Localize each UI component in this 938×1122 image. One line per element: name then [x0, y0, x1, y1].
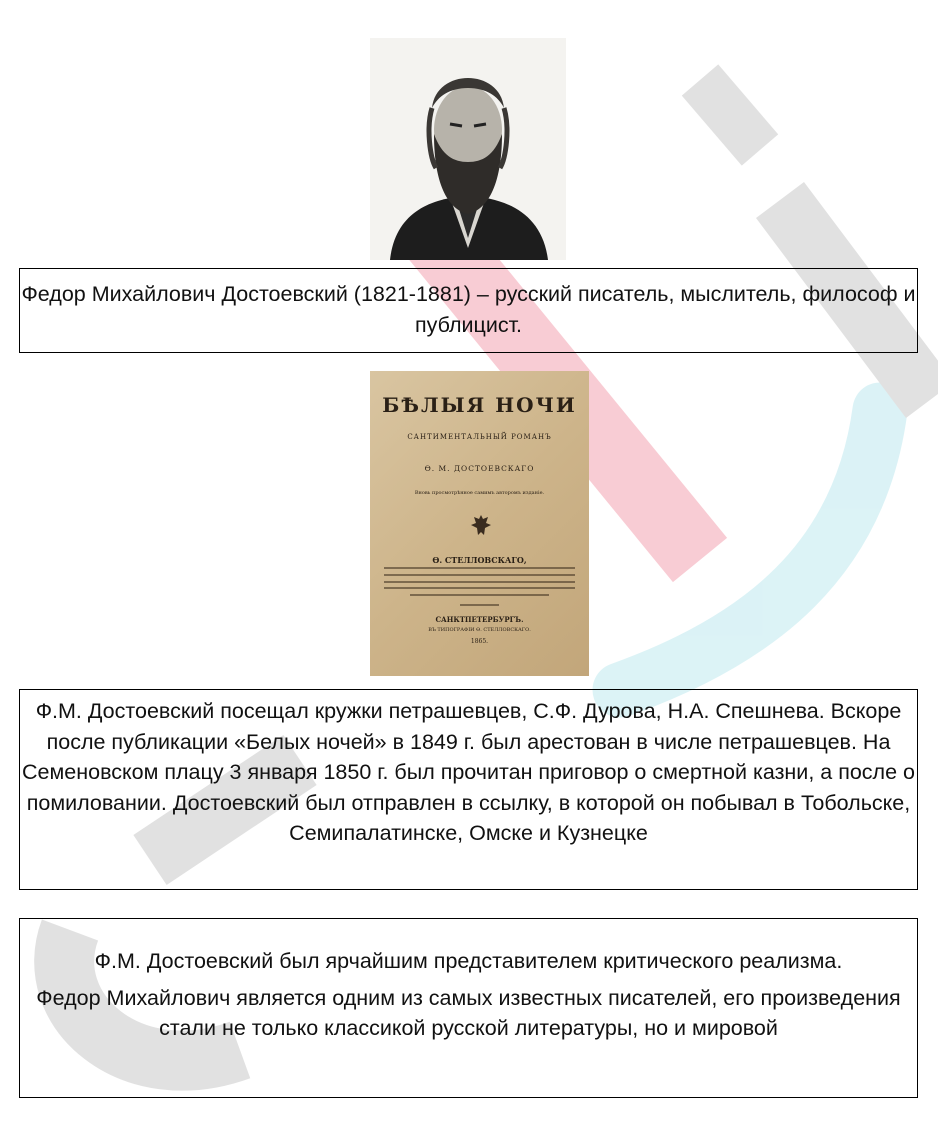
imperial-eagle-icon	[470, 513, 492, 539]
book-edition-note: Вновь просмотрѣнное самимъ авторомъ изданіе.	[414, 490, 545, 496]
book-cover-image	[370, 371, 589, 676]
caption-text-1: Федор Михайлович Достоевский (1821-1881) – русский писатель, мыслитель, философ и публицист.	[21, 282, 916, 337]
caption-box-2	[19, 689, 918, 890]
book-author: Ѳ. М. ДОСТОЕВСКАГО	[424, 464, 535, 473]
caption-box-3	[19, 918, 918, 1098]
caption-box-1	[19, 268, 918, 353]
book-title: БѢЛЫЯ НОЧИ	[382, 393, 577, 417]
book-city: САНКТПЕТЕРБУРГЪ.	[435, 615, 524, 624]
watermark-gray-k	[700, 80, 760, 150]
book-subtitle: САНТИМЕНТАЛЬНЫЙ РОМАНЪ	[407, 433, 552, 441]
book-year: 1865.	[470, 638, 489, 645]
caption-text-3b: Федор Михайлович является одним из самых известных писателей, его произведения стали не только классикой русской литературы, но и мировой	[36, 985, 901, 1040]
book-printer: ВЪ ТИПОГРАФІИ Ѳ. СТЕЛЛОВСКАГО.	[428, 627, 531, 633]
caption-text-2: Ф.М. Достоевский посещал кружки петрашевцев, С.Ф. Дурова, Н.А. Спешнева. Вскоре после публикации «Белых ночей» в 1849 г. был арестован в числе петрашевцев. На Семеновском плацу 3 января 1850 г. был прочитан приговор о смертной казни, а после о помиловании. Достоевский был отправлен в ссылку, в которой он побывал в Тобольске, Семипалатинске, Омске и Кузнецке	[22, 699, 915, 845]
caption-text-3a: Ф.М. Достоевский был ярчайшим представителем критического реализма.	[94, 949, 843, 973]
book-publisher: Ѳ. СТЕЛЛОВСКАГО,	[432, 555, 527, 565]
portrait-image	[370, 38, 566, 260]
